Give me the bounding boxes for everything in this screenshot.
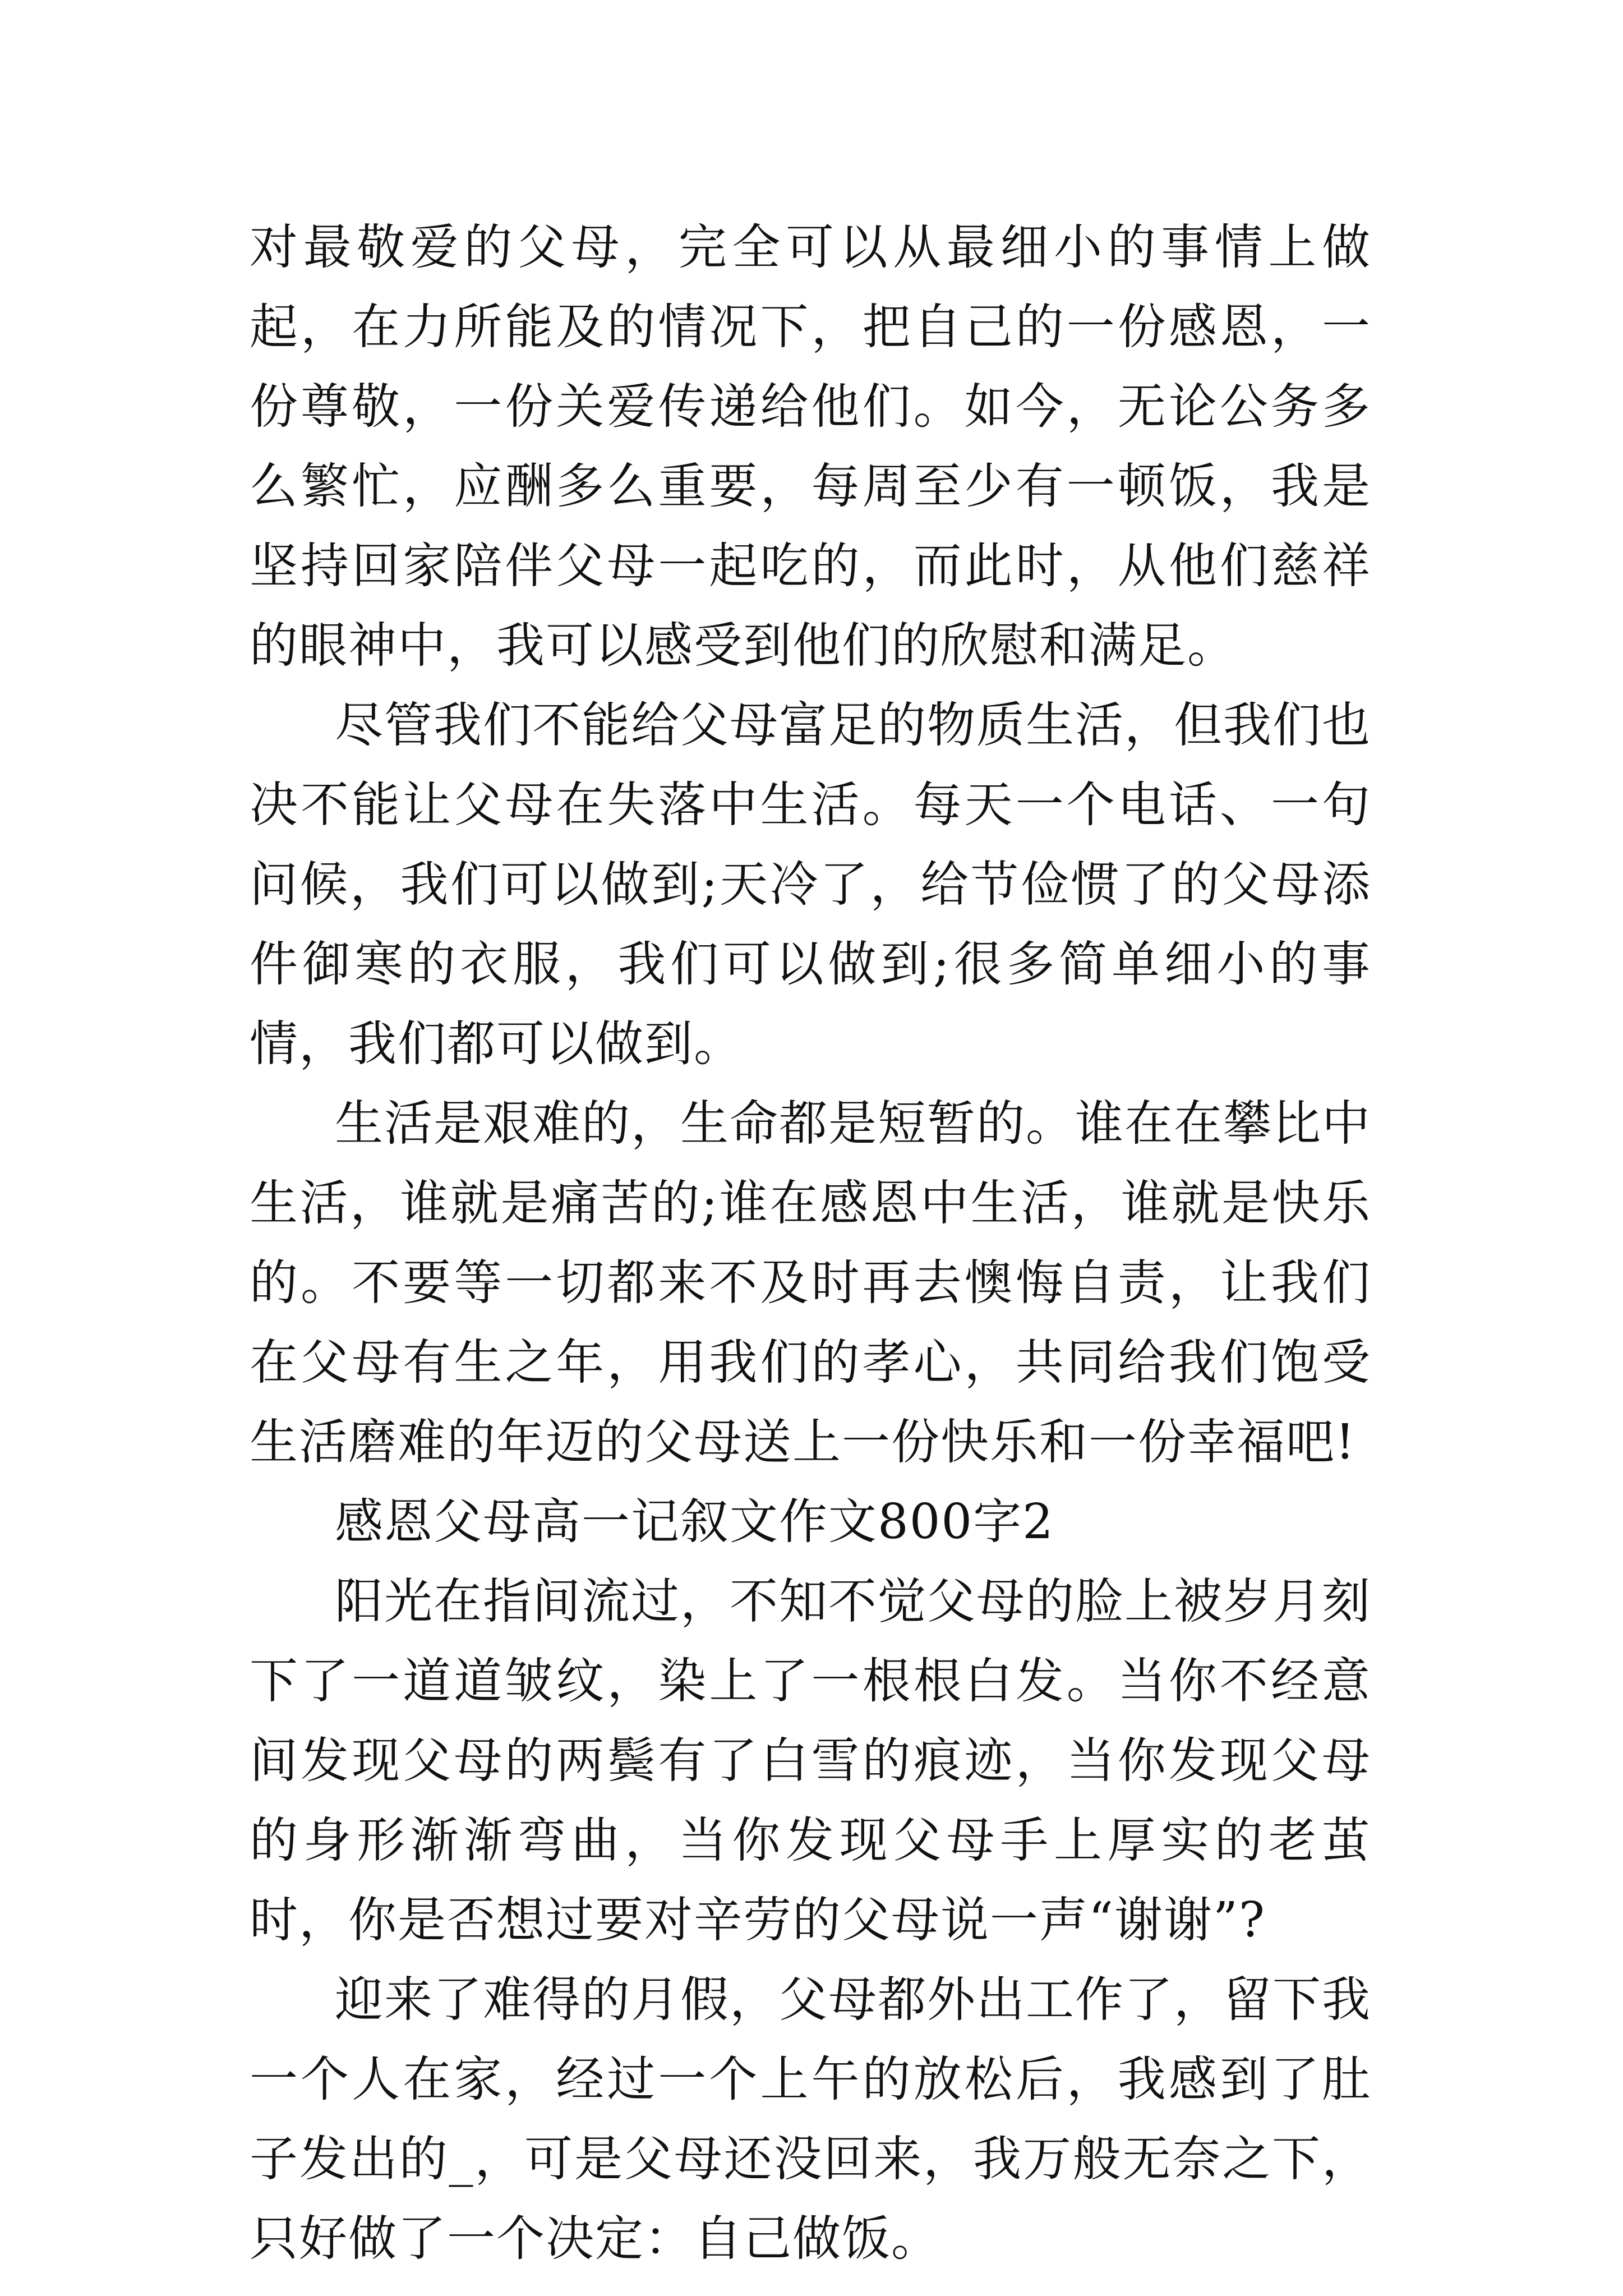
paragraph-3: 生活是艰难的，生命都是短暂的。谁在在攀比中生活，谁就是痛苦的;谁在感恩中生活，谁就是快乐的。不要等一切都来不及时再去懊悔自责，让我们在父母有生之年，用我们的孝心，共同给我们饱受生活磨难的年迈的父母送上一份快乐和一份幸福吧! [250,1096,1371,1470]
paragraph-4: 阳光在指间流过，不知不觉父母的脸上被岁月刻下了一道道皱纹，染上了一根根白发。当你不经意间发现父母的两鬓有了白雪的痕迹，当你发现父母的身形渐渐弯曲，当你发现父母手上厚实的老茧时，你是否想过要对辛劳的父母说一声“谢谢”? [250,1573,1371,1948]
document-page [250,208,1371,2279]
paragraph-2: 尽管我们不能给父母富足的物质生活，但我们也决不能让父母在失落中生活。每天一个电话、一句问候，我们可以做到;天冷了，给节俭惯了的父母添件御寒的衣服，我们可以做到;很多简单细小的事情，我们都可以做到。 [250,697,1371,1072]
paragraph-1: 对最敬爱的父母，完全可以从最细小的事情上做起，在力所能及的情况下，把自己的一份感恩，一份尊敬，一份关爱传递给他们。如今，无论公务多么繁忙，应酬多么重要，每周至少有一顿饭，我是坚持回家陪伴父母一起吃的，而此时，从他们慈祥的眼神中，我可以感受到他们的欣慰和满足。 [250,219,1371,674]
paragraph-5: 迎来了难得的月假，父母都外出工作了，留下我一个人在家，经过一个上午的放松后，我感到了肚子发出的_，可是父母还没回来，我万般无奈之下，只好做了一个决定：自己做饭。 [250,1972,1371,2267]
section-heading: 感恩父母高一记叙文作文800字2 [335,1494,1054,1550]
